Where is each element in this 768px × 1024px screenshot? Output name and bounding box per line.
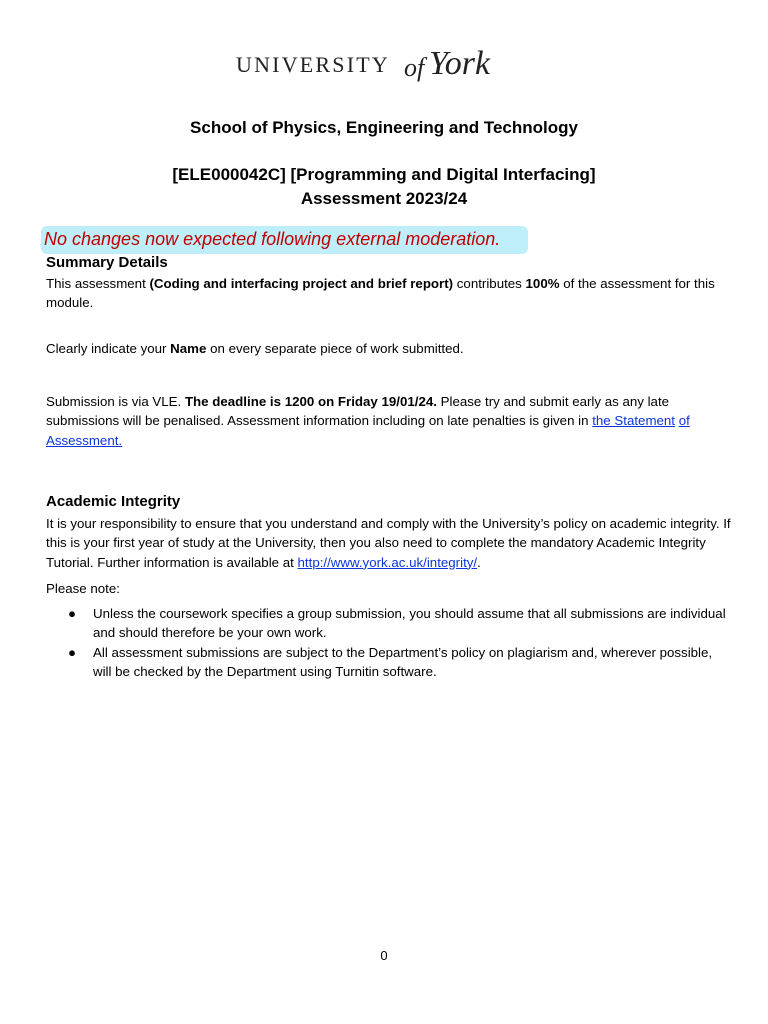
york-logo-wordmark xyxy=(234,40,534,86)
text: on every separate piece of work submitted. xyxy=(206,341,464,356)
text: contributes xyxy=(453,276,526,291)
bullet-text: Unless the coursework specifies a group submission, you should assume that all submissions are individual and should therefore be your own work. xyxy=(93,606,726,641)
text: of the assessment for this module. xyxy=(46,276,715,311)
name-keyword: Name xyxy=(170,341,207,356)
svg-text:UNIVERSITY: UNIVERSITY xyxy=(236,52,390,77)
please-note: Please note: xyxy=(46,581,120,596)
integrity-heading: Academic Integrity xyxy=(46,493,181,510)
summary-heading: Summary Details xyxy=(46,254,168,271)
list-item xyxy=(46,643,730,682)
summary-paragraph-submission xyxy=(46,392,726,450)
integrity-link[interactable]: http://www.york.ac.uk/integrity/ xyxy=(297,554,478,570)
list-item xyxy=(46,604,730,643)
text: Please try and submit early as any late submissions will be penalised. Assessment information including on late penalties is given in xyxy=(46,394,670,429)
text: . xyxy=(477,554,481,570)
moderation-notice xyxy=(41,226,528,254)
page-number: 0 xyxy=(380,948,388,963)
bullet-icon: ● xyxy=(68,644,77,660)
moderation-notice-text: No changes now expected following external moderation. xyxy=(44,229,501,249)
summary-paragraph-name xyxy=(46,339,726,358)
svg-text:York: York xyxy=(429,45,491,82)
university-of-york-logo xyxy=(0,40,768,86)
assessment-year: Assessment 2023/24 xyxy=(300,189,468,208)
statement-link[interactable]: the Statement xyxy=(592,413,676,429)
text: Clearly indicate your xyxy=(46,341,171,356)
svg-text:of: of xyxy=(404,53,425,82)
assessment-link[interactable]: of Assessment. xyxy=(46,413,690,448)
contribution-percent: 100% xyxy=(525,276,560,291)
bullet-list xyxy=(46,604,730,681)
integrity-paragraph xyxy=(46,514,732,572)
deadline: The deadline is 1200 on Friday 19/01/24. xyxy=(184,394,437,409)
school-name: School of Physics, Engineering and Technology xyxy=(190,118,578,137)
bullet-text: All assessment submissions are subject to the Department’s policy on plagiarism and, wherever possible, will be checked by the Department using Turnitin software. xyxy=(93,644,713,679)
summary-paragraph-contribution xyxy=(46,274,726,313)
assessment-type: (Coding and interfacing project and brief report) xyxy=(149,276,454,291)
text: This assessment xyxy=(46,276,150,291)
text: It is your responsibility to ensure that you understand and comply with the University’s policy on academic integrity. If this is your first year of study at the University, then you also need to complete the mandatory Academic Integrity Tutorial. Further information is available at xyxy=(46,516,731,570)
module-title: [ELE000042C] [Programming and Digital Interfacing] xyxy=(172,165,596,184)
text: Submission is via VLE. xyxy=(46,394,185,409)
bullet-icon: ● xyxy=(68,606,77,621)
